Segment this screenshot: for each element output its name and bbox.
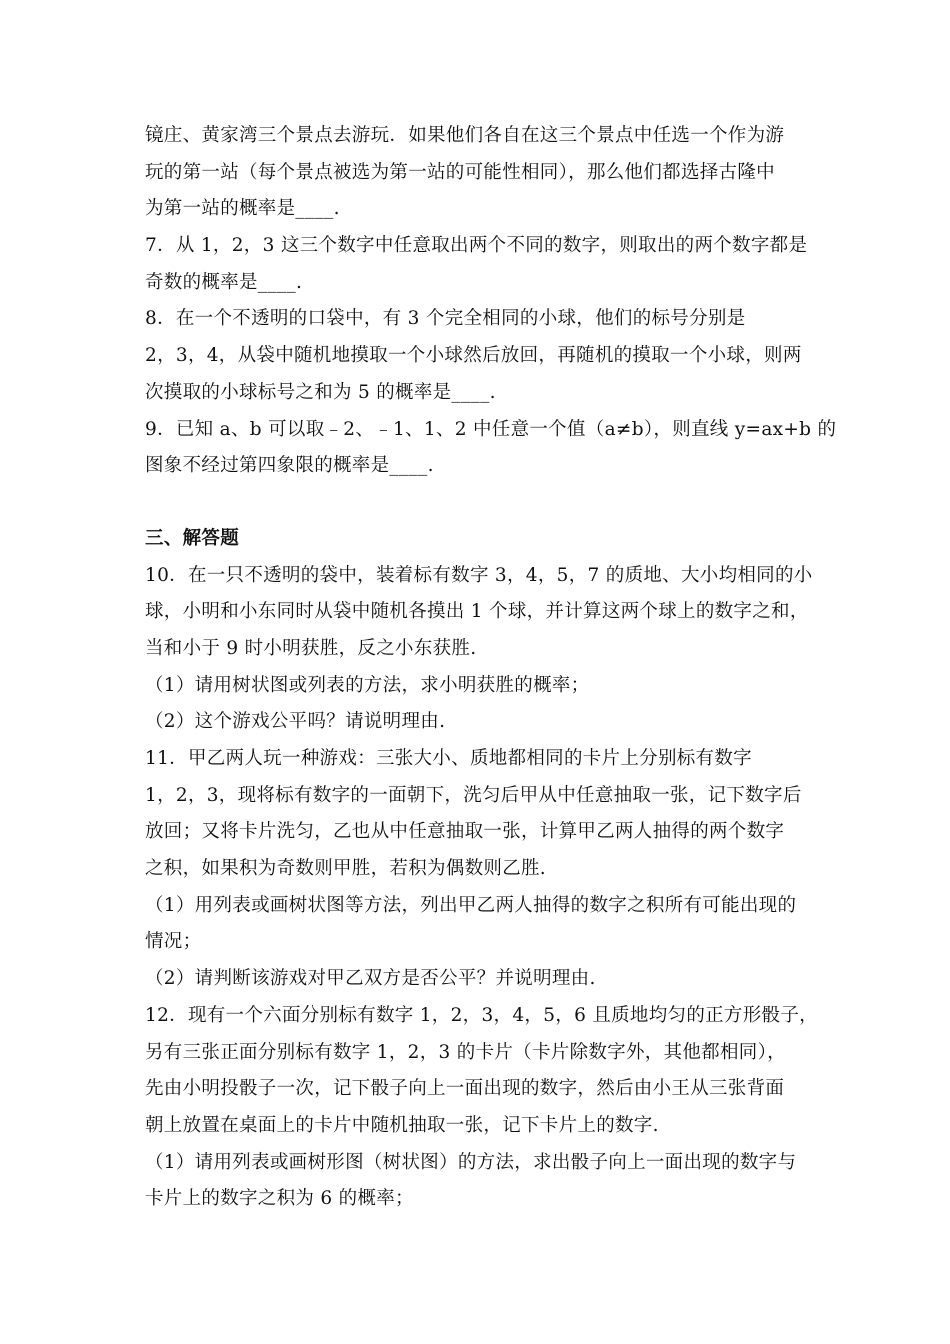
question-12 <box>145 998 825 1218</box>
text-line: 次摸取的小球标号之和为 5 的概率是____. <box>145 381 496 403</box>
text-line: 8．在一个不透明的口袋中，有 3 个完全相同的小球，他们的标号分别是 <box>145 308 746 330</box>
question-9 <box>145 412 837 485</box>
question-6-continued <box>145 118 825 228</box>
text-line: 9．已知 a、b 可以取﹣2、﹣1、1、2 中任意一个值（a≠b），则直线 y=ax+b 的 <box>145 418 837 440</box>
text-line: 球，小明和小东同时从袋中随机各摸出 1 个球，并计算这两个球上的数字之和， <box>145 601 809 623</box>
text-line: （2）这个游戏公平吗？请说明理由. <box>145 711 446 733</box>
text-line: 放回；又将卡片洗匀，乙也从中任意抽取一张，计算甲乙两人抽得的两个数字 <box>145 821 785 843</box>
question-11 <box>145 741 825 998</box>
text-line: 7．从 1，2，3 这三个数字中任意取出两个不同的数字，则取出的两个数字都是 <box>145 235 808 257</box>
text-line: 奇数的概率是____. <box>145 271 303 293</box>
section-spacer <box>145 485 825 521</box>
text-line: 12．现有一个六面分别标有数字 1，2，3，4，5，6 且质地均匀的正方形骰子， <box>145 1004 818 1026</box>
text-line: 先由小明投骰子一次，记下骰子向上一面出现的数字，然后由小王从三张背面 <box>145 1078 785 1100</box>
text-line: 2，3，4，从袋中随机地摸取一个小球然后放回，再随机的摸取一个小球，则两 <box>145 345 802 367</box>
text-line: 当和小于 9 时小明获胜，反之小东获胜. <box>145 637 477 659</box>
section-heading: 三、解答题 <box>145 527 240 549</box>
text-line: 1，2，3，现将标有数字的一面朝下，洗匀后甲从中任意抽取一张，记下数字后 <box>145 784 802 806</box>
text-line: （1）请用树状图或列表的方法，求小明获胜的概率； <box>145 674 590 696</box>
text-line: 图象不经过第四象限的概率是____. <box>145 455 434 477</box>
text-line: （1）用列表或画树状图等方法，列出甲乙两人抽得的数字之积所有可能出现的 <box>145 894 797 916</box>
question-10 <box>145 558 825 741</box>
text-line: 朝上放置在桌面上的卡片中随机抽取一张，记下卡片上的数字. <box>145 1114 659 1136</box>
question-7 <box>145 228 825 301</box>
question-8 <box>145 301 825 411</box>
text-line: 卡片上的数字之积为 6 的概率； <box>145 1188 414 1210</box>
text-line: 另有三张正面分别标有数字 1，2，3 的卡片（卡片除数字外，其他都相同）， <box>145 1041 786 1063</box>
text-line: 玩的第一站（每个景点被选为第一站的可能性相同），那么他们都选择古隆中 <box>145 161 775 183</box>
text-line: 之积，如果积为奇数则甲胜，若积为偶数则乙胜. <box>145 858 546 880</box>
text-line: 为第一站的概率是____. <box>145 198 340 220</box>
text-line: （1）请用列表或画树形图（树状图）的方法，求出骰子向上一面出现的数字与 <box>145 1151 797 1173</box>
document-content <box>145 118 837 1218</box>
text-line: （2）请判断该游戏对甲乙双方是否公平？并说明理由. <box>145 968 596 990</box>
text-line: 情况； <box>145 931 202 953</box>
text-line: 11．甲乙两人玩一种游戏：三张大小、质地都相同的卡片上分别标有数字 <box>145 748 752 769</box>
text-line: 镜庄、黄家湾三个景点去游玩．如果他们各自在这三个景点中任选一个作为游 <box>145 125 785 146</box>
text-line: 10．在一只不透明的袋中，装着标有数字 3，4，5，7 的质地、大小均相同的小 <box>145 564 813 586</box>
